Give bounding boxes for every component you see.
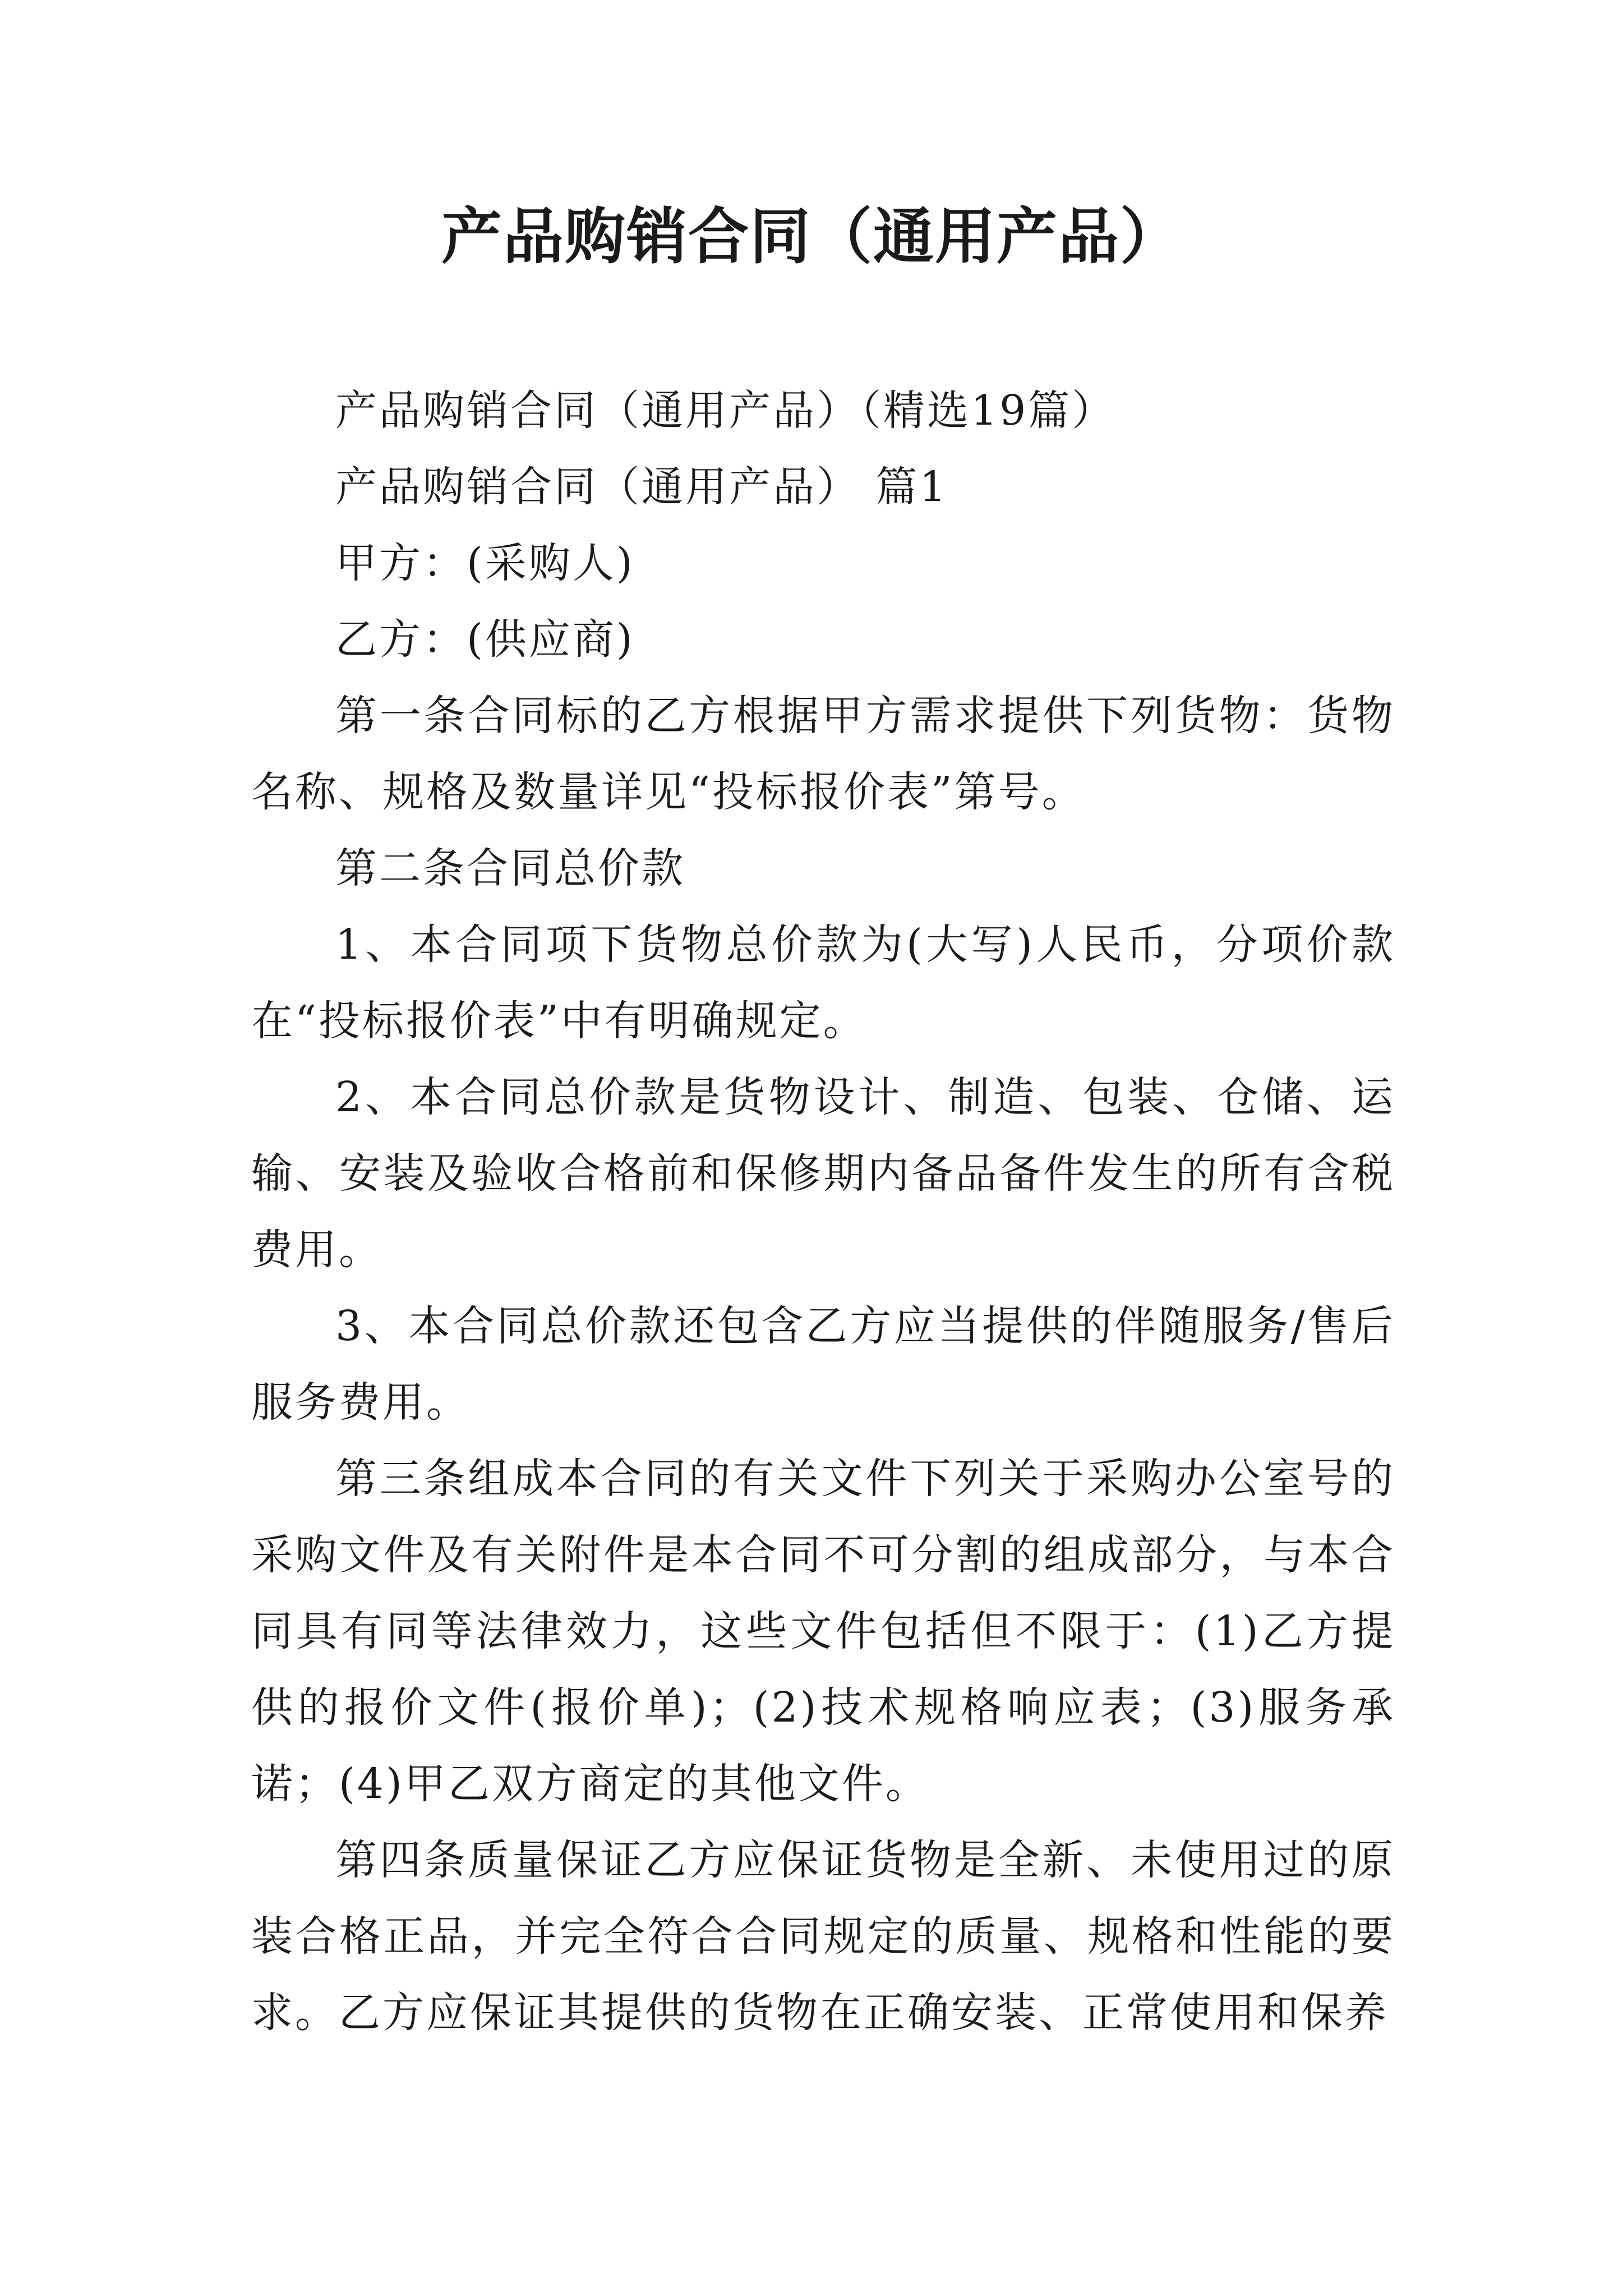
- paragraph-article-1: 第一条合同标的乙方根据甲方需求提供下列货物：货物名称、规格及数量详见“投标报价表”第号。: [251, 692, 1395, 816]
- document-title: 产品购销合同（通用产品）: [441, 201, 1182, 272]
- paragraph-section-heading: 产品购销合同（通用产品） 篇1: [335, 463, 948, 511]
- paragraph-article-4: 第四条质量保证乙方应保证货物是全新、未使用过的原装合格正品，并完全符合合同规定的质量、规格和性能的要求。乙方应保证其提供的货物在正确安装、正常使用和保养: [251, 1836, 1395, 2037]
- paragraph-article-2-item-2: 2、本合同总价款是货物设计、制造、包装、仓储、运输、安装及验收合格前和保修期内备品备件发生的所有含税费用。: [251, 1073, 1395, 1274]
- paragraph-article-2-item-3: 3、本合同总价款还包含乙方应当提供的伴随服务/售后服务费用。: [251, 1302, 1395, 1427]
- document-body: [251, 372, 1395, 2051]
- paragraph-party-b: 乙方：(供应商): [335, 615, 635, 664]
- paragraph-article-2-item-1: 1、本合同项下货物总价款为(大写)人民币，分项价款在“投标报价表”中有明确规定。: [251, 921, 1395, 1045]
- paragraph-article-2-heading: 第二条合同总价款: [335, 844, 685, 892]
- paragraph-article-3: 第三条组成本合同的有关文件下列关于采购办公室号的采购文件及有关附件是本合同不可分割的组成部分，与本合同具有同等法律效力，这些文件包括但不限于：(1)乙方提供的报价文件(报价单)；(2)技术规格响应表；(3)服务承诺；(4)甲乙双方商定的其他文件。: [251, 1455, 1395, 1808]
- paragraph-subtitle: 产品购销合同（通用产品）（精选19篇）: [335, 386, 1116, 435]
- paragraph-party-a: 甲方：(采购人): [335, 539, 635, 587]
